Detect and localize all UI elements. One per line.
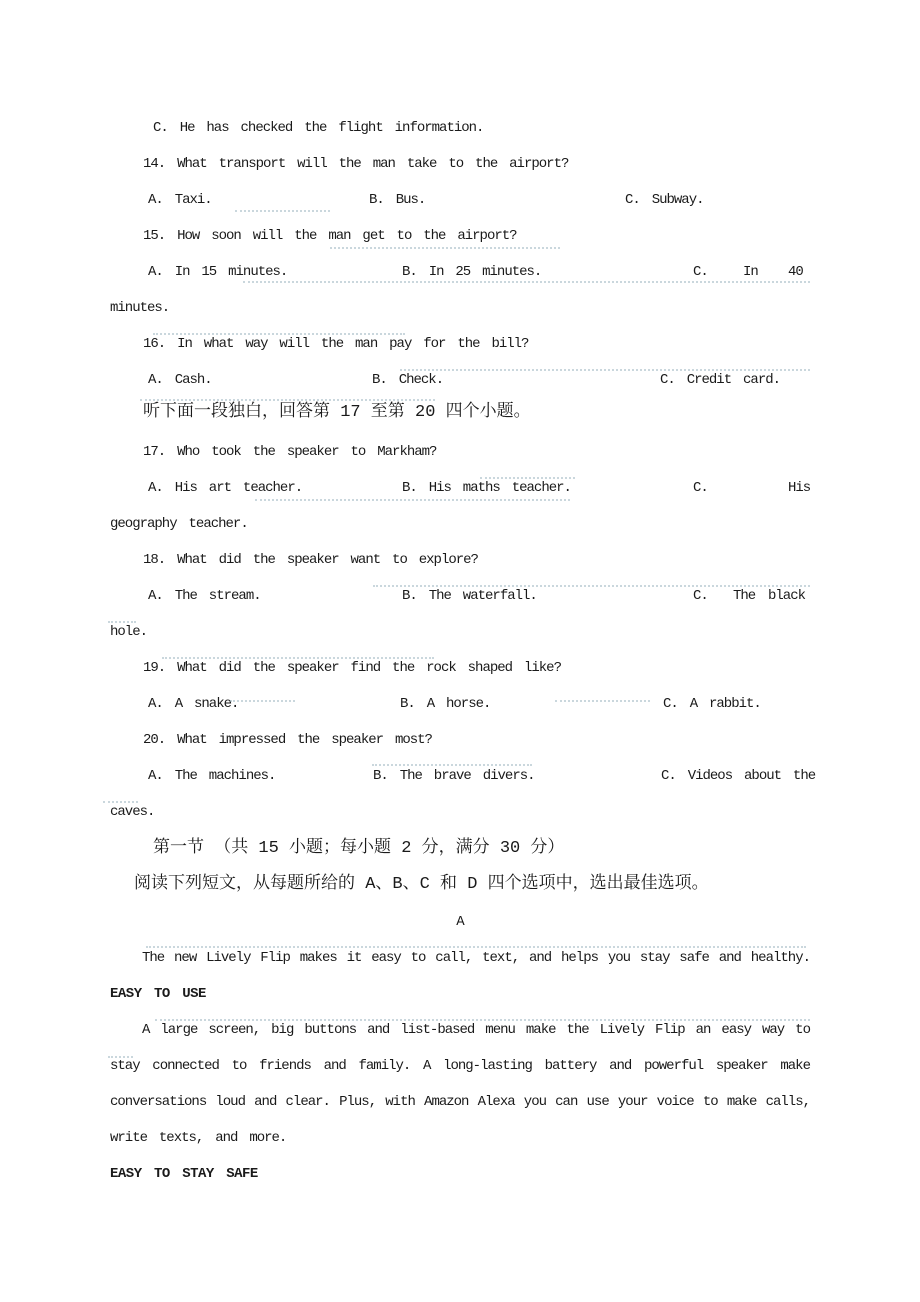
q13-option-c: C. He has checked the flight information. xyxy=(153,120,484,136)
q18-options-row xyxy=(110,586,810,608)
q16-option-b: B. Check. xyxy=(372,372,444,388)
paragraph-use-line2: stay connected to friends and family. A long-lasting battery and powerful speaker make xyxy=(110,1058,810,1074)
q17-option-c-label: C. xyxy=(693,480,708,496)
q18-option-c-word2: black xyxy=(768,588,806,604)
q16-question: 16. In what way will the man pay for the bill? xyxy=(143,336,529,352)
q18-option-b: B. The waterfall. xyxy=(402,588,537,604)
q20-question: 20. What impressed the speaker most? xyxy=(143,732,432,748)
q17-option-b: B. His maths teacher. xyxy=(402,480,571,496)
q19-option-a: A. A snake. xyxy=(148,696,239,712)
q15-question: 15. How soon will the man get to the airport? xyxy=(143,228,517,244)
q20-option-a: A. The machines. xyxy=(148,768,276,784)
q16-option-a: A. Cash. xyxy=(148,372,212,388)
heading-easy-to-use: EASY TO USE xyxy=(110,986,206,1002)
q14-question: 14. What transport will the man take to the airport? xyxy=(143,156,569,172)
q18-option-c-word1: The xyxy=(733,588,756,604)
passage-intro: The new Lively Flip makes it easy to call, text, and helps you stay safe and healthy. xyxy=(142,950,810,966)
paragraph-use-line4: write texts, and more. xyxy=(110,1130,287,1146)
q19-option-b: B. A horse. xyxy=(400,696,491,712)
q19-option-c: C. A rabbit. xyxy=(663,696,761,712)
q14-option-b: B. Bus. xyxy=(369,192,426,208)
q20-option-c: C. Videos about the xyxy=(661,768,816,784)
q15-option-c-word2: 40 xyxy=(788,264,803,280)
q16-option-c: C. Credit card. xyxy=(660,372,781,388)
q20-options-row xyxy=(110,766,816,788)
q20-option-b: B. The brave divers. xyxy=(373,768,535,784)
q15-option-b: B. In 25 minutes. xyxy=(402,264,542,280)
q18-option-c-label: C. xyxy=(693,588,708,604)
q17-option-c-word1: His xyxy=(788,480,811,496)
paragraph-use-line3: conversations loud and clear. Plus, with Amazon Alexa you can use your voice to make calls, xyxy=(110,1094,810,1110)
q15-option-a: A. In 15 minutes. xyxy=(148,264,288,280)
heading-easy-to-stay-safe: EASY TO STAY SAFE xyxy=(110,1166,258,1182)
q16-options-row xyxy=(110,370,810,392)
q15-option-c-label: C. xyxy=(693,264,708,280)
passage-label: A xyxy=(456,914,464,930)
section-title: 第一节 （共 15 小题；每小题 2 分，满分 30 分） xyxy=(153,839,565,858)
q17-options-row xyxy=(110,478,810,500)
q17-option-a: A. His art teacher. xyxy=(148,480,303,496)
monologue-instruction: 听下面一段独白，回答第 17 至第 20 四个小题。 xyxy=(143,403,531,422)
q20-option-c-continuation: caves. xyxy=(110,804,155,820)
q14-options-row xyxy=(110,190,810,212)
q18-question: 18. What did the speaker want to explore? xyxy=(143,552,478,568)
q17-option-c-continuation: geography teacher. xyxy=(110,516,248,532)
q19-question: 19. What did the speaker find the rock shaped like? xyxy=(143,660,561,676)
paragraph-use-line1: A large screen, big buttons and list-based menu make the Lively Flip an easy way to xyxy=(142,1022,810,1038)
section-instruction: 阅读下列短文，从每题所给的 A、B、C 和 D 四个选项中，选出最佳选项。 xyxy=(134,875,709,894)
q14-option-a: A. Taxi. xyxy=(148,192,212,208)
q15-options-row xyxy=(110,262,810,284)
q17-question: 17. Who took the speaker to Markham? xyxy=(143,444,437,460)
q19-options-row xyxy=(110,694,810,716)
q18-option-a: A. The stream. xyxy=(148,588,261,604)
scan-artifact-dots xyxy=(140,399,435,401)
q14-option-c: C. Subway. xyxy=(625,192,704,208)
q15-option-c-continuation: minutes. xyxy=(110,300,170,316)
q15-option-c-word1: In xyxy=(743,264,758,280)
q18-option-c-continuation: hole. xyxy=(110,624,148,640)
